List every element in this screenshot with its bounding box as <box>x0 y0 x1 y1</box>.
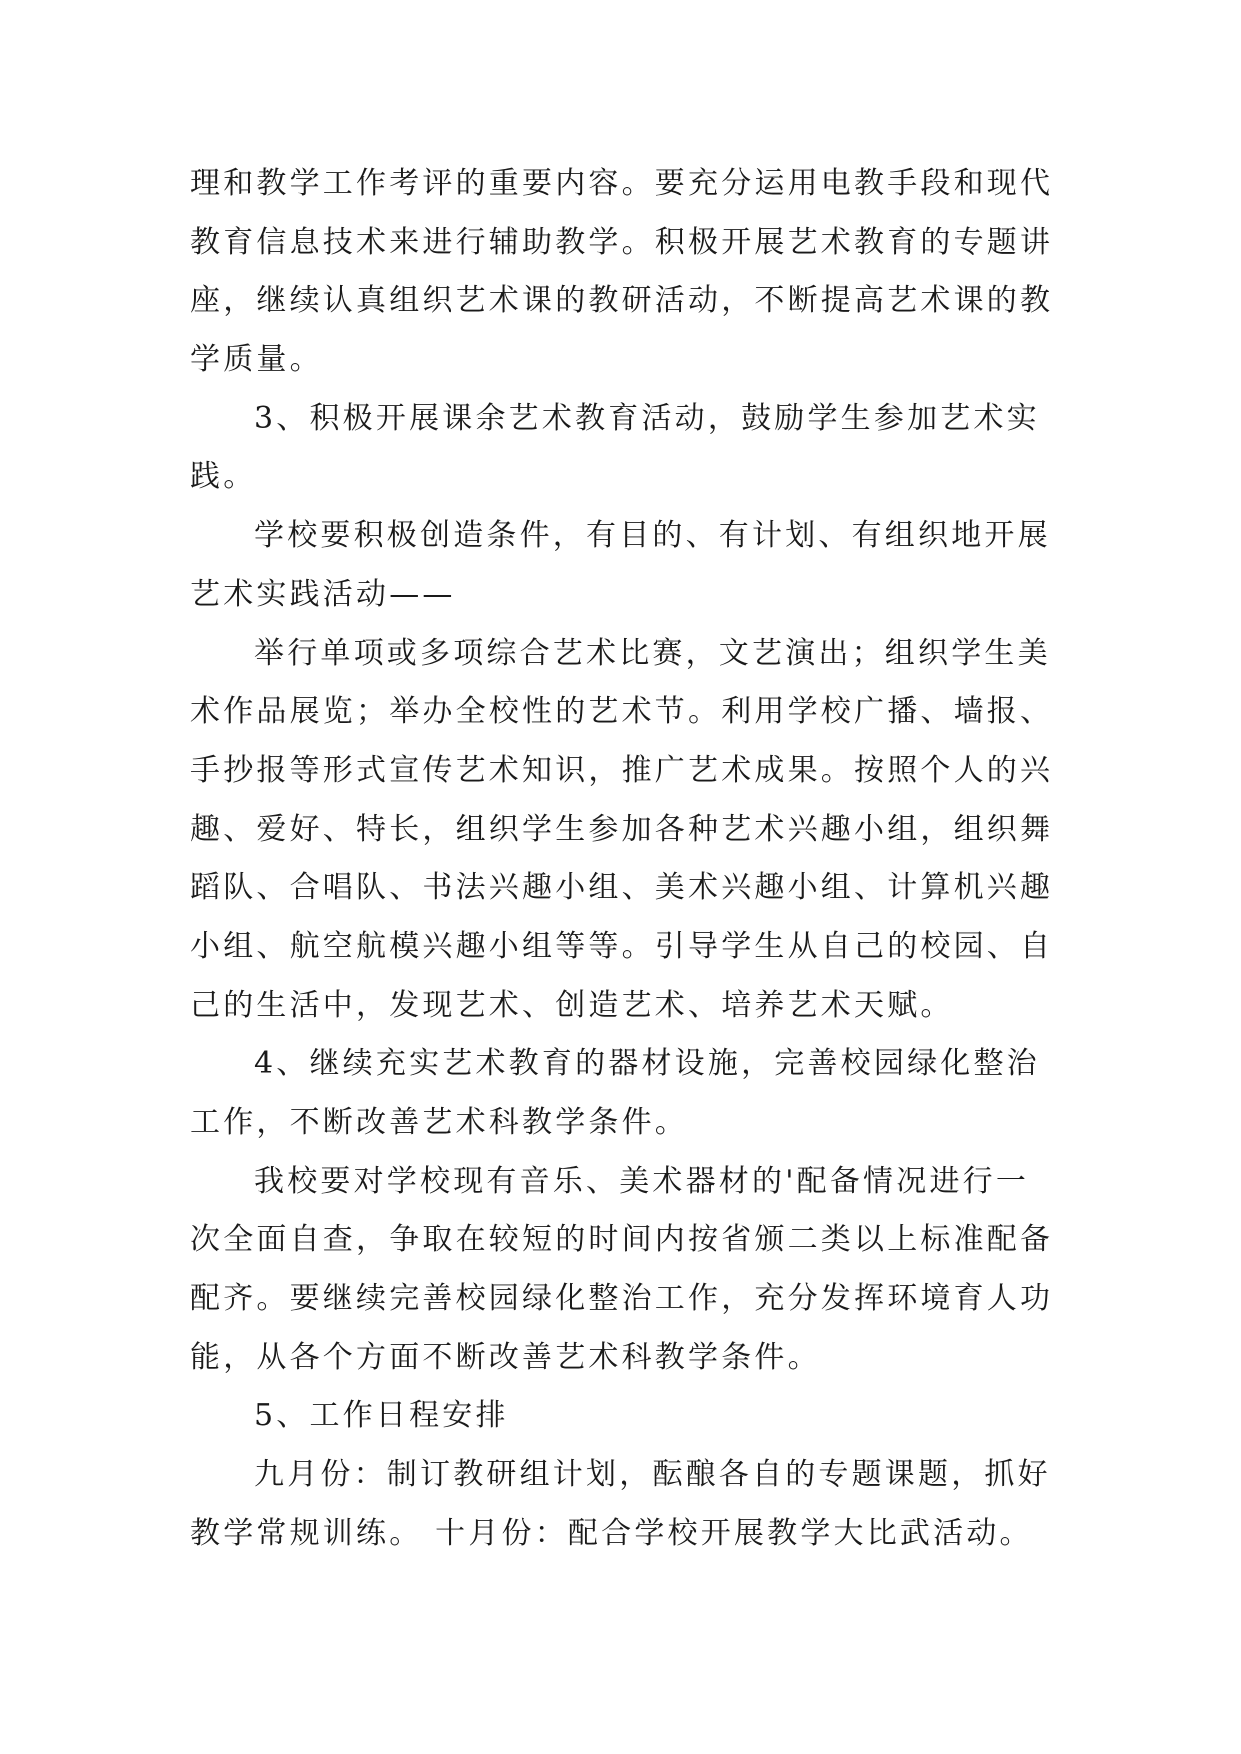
text-line: 术作品展览；举办全校性的艺术节。利用学校广播、墙报、 <box>190 694 1054 730</box>
document-body <box>190 155 1070 1564</box>
text-line: 理和教学工作考评的重要内容。要充分运用电教手段和现代 <box>190 166 1054 201</box>
text-line: 趣、爱好、特长，组织学生参加各种艺术兴趣小组，组织舞 <box>190 811 1054 847</box>
text-line: 座，继续认真组织艺术课的教研活动，不断提高艺术课的教 <box>190 283 1054 319</box>
text-line: 己的生活中，发现艺术、创造艺术、培养艺术天赋。 <box>190 987 954 1023</box>
text-line: 配齐。要继续完善校园绿化整治工作，充分发挥环境育人功 <box>190 1281 1054 1317</box>
text-line: 践。 <box>190 459 257 495</box>
text-line: 次全面自查，争取在较短的时间内按省颁二类以上标准配备 <box>190 1222 1054 1258</box>
text-line: 4、继续充实艺术教育的器材设施，完善校园绿化整治 <box>254 1046 1040 1082</box>
text-line: 5、工作日程安排 <box>254 1398 509 1434</box>
text-line: 九月份：制订教研组计划，酝酿各自的专题课题，抓好 <box>254 1457 1051 1493</box>
text-line: 学质量。 <box>190 342 323 378</box>
text-line: 教学常规训练。 十月份：配合学校开展教学大比武活动。 <box>190 1515 1033 1551</box>
text-line: 3、积极开展课余艺术教育活动，鼓励学生参加艺术实 <box>254 400 1040 436</box>
text-line: 艺术实践活动—— <box>190 576 456 612</box>
text-line: 我校要对学校现有音乐、美术器材的'配备情况进行一 <box>254 1163 1030 1199</box>
text-line: 能，从各个方面不断改善艺术科教学条件。 <box>190 1339 821 1375</box>
text-line: 蹈队、合唱队、书法兴趣小组、美术兴趣小组、计算机兴趣 <box>190 870 1054 906</box>
text-line: 小组、航空航模兴趣小组等等。引导学生从自己的校园、自 <box>190 928 1054 964</box>
text-line: 举行单项或多项综合艺术比赛，文艺演出；组织学生美 <box>254 635 1051 671</box>
text-line: 手抄报等形式宣传艺术知识，推广艺术成果。按照个人的兴 <box>190 752 1054 788</box>
text-line: 工作，不断改善艺术科教学条件。 <box>190 1105 688 1140</box>
text-line: 学校要积极创造条件，有目的、有计划、有组织地开展 <box>254 518 1051 554</box>
text-line: 教育信息技术来进行辅助教学。积极开展艺术教育的专题讲 <box>190 224 1054 260</box>
